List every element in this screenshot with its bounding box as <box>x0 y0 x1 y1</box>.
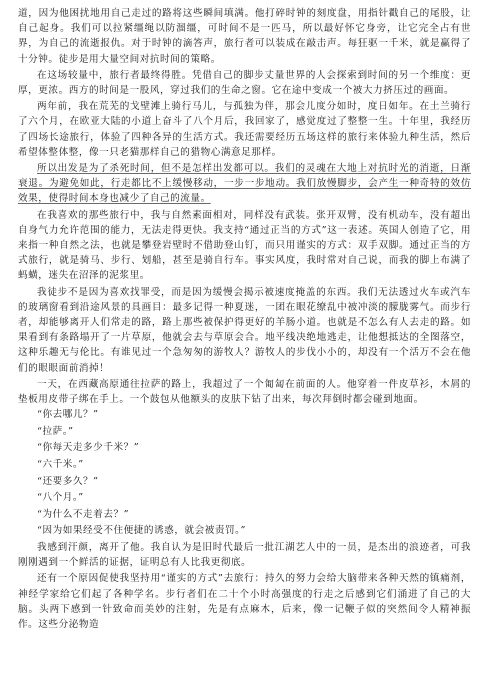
paragraph: 一天，在西藏高原通往拉萨的路上，我超过了一个匍匐在前面的人。他穿着一件皮草衫，木屑的垫板用皮带子绑在手上。一个鼓包从他额头的皮肤下钻了出来，每次拜倒时都会碰到地面。 <box>18 378 471 406</box>
highlighted-paragraph <box>18 161 471 207</box>
paragraph: 两年前，我在荒芜的戈壁滩上骑行马儿，与孤独为伴，那会儿度分如时，度日如年。在土兰骑行了六个月，在欧亚大陆的小道上奋斗了八个月后，我回家了，感觉度过了整整一生。十年里，我经历了四场长途旅行，体验了四种各异的生活方式。我还需要经历五场这样的旅行来体验九种生活，然后希望体整体整，像一只老猫那样自己的猎物心满意足那样。 <box>18 101 471 158</box>
dialogue-line: “你去哪儿？” <box>37 409 99 421</box>
dialogue-line: “八个月。” <box>37 492 84 504</box>
paragraph: 我感到汗颜，离开了他。我自认为是旧时代最后一批江湖艺人中的一员，是杰出的浪迹者，可我刚刚遇到一个鲜活的证据，证明总有人比我更彻底。 <box>18 542 471 569</box>
paragraph: 道，因为他困扰地用自己走过的路将这些瞬间填满。他打碎时钟的刻度盘，用指针戳自己的尾股，让自己起身。我们可以拉紧缰绳以防溜缰，可时间不是一匹马，所以最好怀它身旁，让它完全占有世界，为自己的流逝报仇。对于时钟的滴答声，旅行者可以装成在敲击声。每狂驱一千米，就是赢得了十分钟。徒步是用大量空间对抗时间的策略。 <box>18 8 471 65</box>
highlighted-text: 所以出发是为了杀死时间，但不是怎样出发都可以。我们的灵魂在大地上对抗时光的消逝，日渐衰退。为避免如此，行走都比不上缓慢移动，一步一步地动。我们放慢脚步，会产生一种奇特的效仿效果，使得时间本身也减少了自己的流量。 <box>18 163 471 205</box>
dialogue-line: “你每天走多少千米？” <box>37 442 140 454</box>
paragraph: 在我喜欢的那些旅行中，我与自然素面相对，同样没有武装。张开双臂，没有机动车，没有超出自身气力允许范围的能力，无法走得更快。我支持“通过正当的方式”这一表述。英国人创造了它，用来指一种自然之法，也就是攀登岩壁时不借助登山钉，而只用谨实的方式：双手双脚。通过正当的方式旅行，就是骑马、步行、划船，甚至是骑自行车。事实风度，我时常对自己说，而我的脚上布满了蚂蟥，迷失在沼泽的泥浆里。 <box>18 209 471 282</box>
dialogue-line: “为什么不走着去？” <box>37 508 130 520</box>
dialogue-line: “还要多久？” <box>37 475 99 487</box>
paragraph: 还有一个原因促使我坚持用“谨实的方式”去旅行：持久的努力会给大脑带来各种天然的镇痛剂，神经学家给它们起了各种学名。步行者们在二十个小时高强度的行走之后感到它们涌进了自己的大脑。头两下感到一针致命而美妙的注射，先是有点麻木，后来，像一记鞭子似的突然间令人精神振作。这些分泌物造 <box>18 573 471 631</box>
dialogue-line: “拉萨。” <box>37 425 74 437</box>
dialogue-line: “六千米。” <box>37 459 84 471</box>
paragraph: 我徒步不是因为喜欢找罪受，而是因为缓慢会揭示被速度掩盖的东西。我们无法透过火车或汽车的玻璃窗看到沿途风景的具画目：最多记得一种夏迷，一团在眼花缭乱中被冲淡的朦胧雾气。而步行者，却能够离开人们常走的路，路上那些被保护得更好的羊肠小道。也就是不怎么有人去走的路。如果看到有条路塌开了一片草原，他就会去与草原会合。地平线决绝地逃走，让他想抵达的全图落空，这种乐趣无与伦比。有谁见过一个急匆匆的游牧人？游牧人的步伐小小的，却没有一个活万不会在他们的眼眼面前消掉！ <box>18 286 471 374</box>
paragraph: 在这场较量中，旅行者最终得胜。凭借自己的脚步丈量世界的人会探索到时间的另一个维度：更厚，更浓。西方的时间是一股风，穿过我们的生命之窗。它在途中变成一个被大力挤压过的画面。 <box>18 69 471 97</box>
dialogue-line: “因为如果经受不住便捷的诱惑，就会被责罚。” <box>37 525 246 537</box>
